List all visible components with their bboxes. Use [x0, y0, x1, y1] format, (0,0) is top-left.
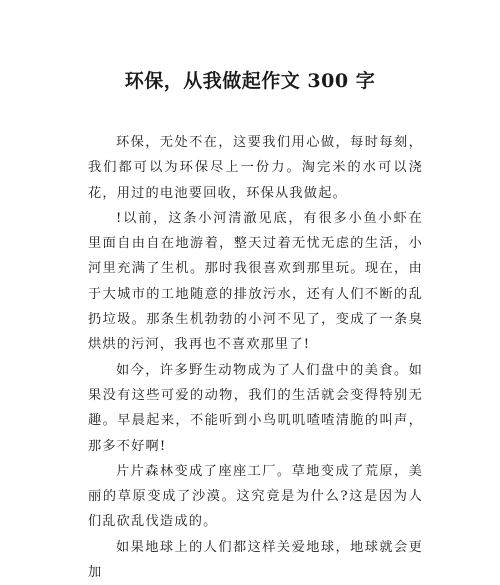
paragraph-3: 如今，许多野生动物成为了人们盘中的美食。如果没有这些可爱的动物，我们的生活就会变得特别无趣。早晨起来，不能听到小鸟叽叽喳喳清脆的叫声，那多不好啊! [88, 362, 423, 454]
paragraph-4: 片片森林变成了座座工厂。草地变成了荒原，美丽的草原变成了沙漠。这究竟是为什么?这是因为人们乱砍乱伐造成的。 [88, 463, 423, 530]
document-title: 环保，从我做起作文 300 字 [124, 70, 376, 92]
paragraph-5: 如果地球上的人们都这样关爱地球，地球就会更加 [88, 539, 423, 581]
document-body [88, 130, 423, 585]
paragraph-1: 环保，无处不在，这要我们用心做，每时每刻，我们都可以为环保尽上一份力。淘完米的水可以浇花，用过的电池要回收，环保从我做起。 [88, 135, 423, 201]
paragraph-2: !以前，这条小河清澈见底，有很多小鱼小虾在里面自由自在地游着，整天过着无忧无虑的生活，小河里充满了生机。那时我很喜欢到那里玩。现在，由于大城市的工地随意的排放污水，还有人们不断的乱扔垃圾。那条生机勃勃的小河不见了，变成了一条臭烘烘的污河，我再也不喜欢那里了! [88, 210, 423, 353]
